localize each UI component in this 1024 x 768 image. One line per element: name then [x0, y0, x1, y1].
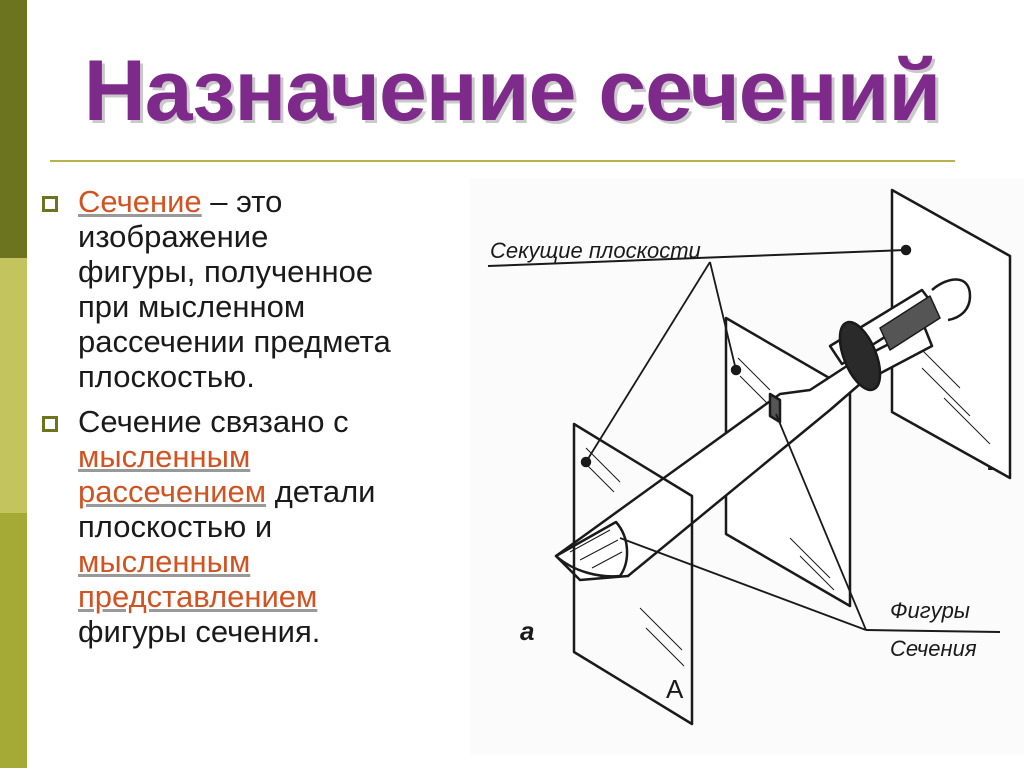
- label-figures: Фигуры: [890, 598, 970, 623]
- bullet-relation: [38, 404, 478, 649]
- label-plane-a: A: [666, 674, 684, 704]
- label-sections: Сечения: [890, 636, 977, 661]
- definition-line-4: при мысленном: [78, 289, 306, 324]
- square-bullet-icon: [42, 416, 58, 432]
- bullet-list: [38, 184, 478, 659]
- link-representation[interactable]: представлением: [78, 579, 318, 614]
- definition-line-5: рассечении предмета: [78, 324, 391, 359]
- section-diagram-svg: [470, 178, 1024, 754]
- term-section[interactable]: Сечение: [78, 184, 202, 219]
- definition-line-1: – это: [210, 184, 283, 219]
- relation-end: фигуры сечения.: [78, 614, 321, 649]
- title-divider: [50, 160, 955, 162]
- leader-dot-b: [732, 366, 740, 374]
- relation-line-1: Сечение связано с: [78, 404, 349, 439]
- decor-bar-middle: [0, 258, 27, 513]
- link-mental-2[interactable]: мысленным: [78, 544, 251, 579]
- relation-mid: плоскостью и: [78, 509, 273, 544]
- bullet-definition: [38, 184, 478, 394]
- leader-dot-a: [582, 458, 590, 466]
- square-bullet-icon: [42, 196, 58, 212]
- definition-line-2: изображение: [78, 219, 269, 254]
- slide-title: Назначение сечений: [83, 43, 941, 139]
- section-diagram: [470, 178, 1024, 754]
- leader-dot-c: [902, 246, 910, 254]
- link-dissection[interactable]: рассечением: [78, 474, 267, 509]
- definition-line-6: плоскостью.: [78, 359, 255, 394]
- decor-bar-bottom: [0, 513, 27, 768]
- relation-after-link: детали: [274, 474, 376, 509]
- label-cutting-planes: Секущие плоскости: [490, 238, 701, 263]
- link-mental-1[interactable]: мысленным: [78, 439, 251, 474]
- label-view-a: а: [520, 616, 535, 646]
- definition-line-3: фигуры, полученное: [78, 254, 374, 289]
